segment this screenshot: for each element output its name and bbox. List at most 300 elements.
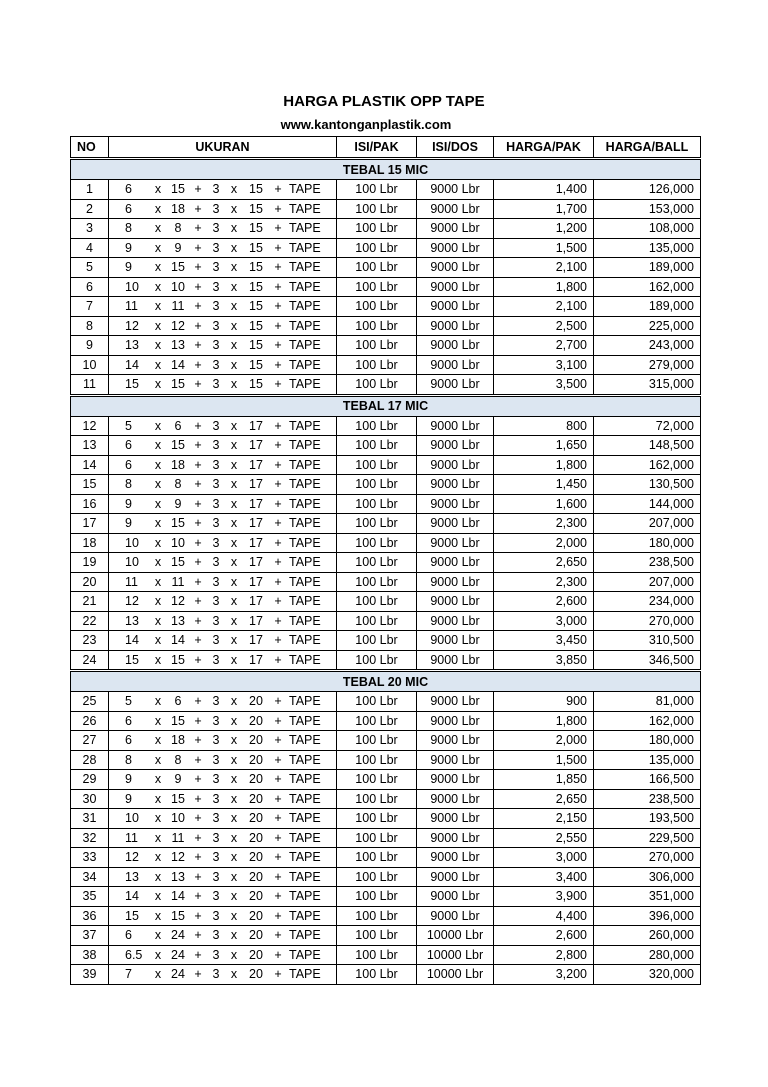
cell-no: 7 xyxy=(71,297,109,317)
cell-harga-pak: 2,150 xyxy=(494,809,594,829)
length-value: 11 xyxy=(171,299,185,314)
times-symbol: x xyxy=(230,633,238,648)
cell-no: 9 xyxy=(71,336,109,356)
cell-isi-dos: 10000 Lbr xyxy=(417,926,494,946)
cell-harga-pak: 1,500 xyxy=(494,238,594,258)
cell-ukuran xyxy=(109,926,337,946)
times-symbol: x xyxy=(230,438,238,453)
cell-no: 4 xyxy=(71,238,109,258)
cell-harga-ball: 280,000 xyxy=(594,945,701,965)
table-row xyxy=(71,436,701,456)
gusset-value: 3 xyxy=(212,791,220,806)
cell-isi-dos: 9000 Lbr xyxy=(417,219,494,239)
plus-symbol: + xyxy=(194,260,202,275)
cell-no: 8 xyxy=(71,316,109,336)
ukuran-formula xyxy=(109,926,336,944)
cell-isi-pak: 100 Lbr xyxy=(337,750,417,770)
plus-symbol: + xyxy=(194,574,202,589)
tape-label: TAPE xyxy=(289,772,321,787)
cell-harga-ball: 130,500 xyxy=(594,475,701,495)
depth-value: 15 xyxy=(249,201,263,216)
table-row xyxy=(71,416,701,436)
cell-ukuran xyxy=(109,770,337,790)
times-symbol: x xyxy=(230,357,238,372)
gusset-value: 3 xyxy=(212,967,220,982)
width-value: 9 xyxy=(125,240,132,255)
tape-label: TAPE xyxy=(289,221,321,236)
times-symbol: x xyxy=(154,496,162,511)
plus-symbol: + xyxy=(274,240,282,255)
tape-label: TAPE xyxy=(289,889,321,904)
width-value: 15 xyxy=(125,652,139,667)
gusset-value: 3 xyxy=(212,418,220,433)
cell-isi-pak: 100 Lbr xyxy=(337,455,417,475)
gusset-value: 3 xyxy=(212,438,220,453)
times-symbol: x xyxy=(230,535,238,550)
depth-value: 17 xyxy=(249,457,263,472)
times-symbol: x xyxy=(154,594,162,609)
plus-symbol: + xyxy=(194,201,202,216)
cell-harga-ball: 144,000 xyxy=(594,494,701,514)
cell-ukuran xyxy=(109,336,337,356)
tape-label: TAPE xyxy=(289,947,321,962)
ukuran-formula xyxy=(109,495,336,513)
cell-ukuran xyxy=(109,650,337,671)
cell-harga-pak: 3,000 xyxy=(494,611,594,631)
length-value: 15 xyxy=(171,555,185,570)
cell-isi-pak: 100 Lbr xyxy=(337,692,417,712)
tape-label: TAPE xyxy=(289,555,321,570)
depth-value: 17 xyxy=(249,633,263,648)
plus-symbol: + xyxy=(274,928,282,943)
depth-value: 15 xyxy=(249,221,263,236)
plus-symbol: + xyxy=(194,555,202,570)
times-symbol: x xyxy=(154,967,162,982)
cell-isi-dos: 10000 Lbr xyxy=(417,965,494,985)
cell-no: 14 xyxy=(71,455,109,475)
cell-isi-dos: 9000 Lbr xyxy=(417,199,494,219)
cell-harga-ball: 189,000 xyxy=(594,297,701,317)
ukuran-formula xyxy=(109,417,336,435)
cell-isi-dos: 9000 Lbr xyxy=(417,336,494,356)
cell-harga-ball: 260,000 xyxy=(594,926,701,946)
depth-value: 20 xyxy=(249,928,263,943)
tape-label: TAPE xyxy=(289,652,321,667)
gusset-value: 3 xyxy=(212,652,220,667)
times-symbol: x xyxy=(154,516,162,531)
cell-harga-ball: 225,000 xyxy=(594,316,701,336)
plus-symbol: + xyxy=(194,908,202,923)
depth-value: 20 xyxy=(249,772,263,787)
ukuran-formula xyxy=(109,258,336,276)
gusset-value: 3 xyxy=(212,182,220,197)
gusset-value: 3 xyxy=(212,477,220,492)
cell-harga-pak: 2,300 xyxy=(494,514,594,534)
table-row xyxy=(71,375,701,396)
times-symbol: x xyxy=(230,574,238,589)
width-value: 9 xyxy=(125,791,132,806)
cell-ukuran xyxy=(109,711,337,731)
section-header-row xyxy=(71,159,701,180)
tape-label: TAPE xyxy=(289,418,321,433)
cell-harga-pak: 1,650 xyxy=(494,436,594,456)
cell-harga-ball: 346,500 xyxy=(594,650,701,671)
depth-value: 15 xyxy=(249,279,263,294)
depth-value: 17 xyxy=(249,652,263,667)
length-value: 15 xyxy=(171,182,185,197)
cell-harga-pak: 2,600 xyxy=(494,592,594,612)
plus-symbol: + xyxy=(274,652,282,667)
tape-label: TAPE xyxy=(289,830,321,845)
width-value: 9 xyxy=(125,516,132,531)
times-symbol: x xyxy=(230,279,238,294)
plus-symbol: + xyxy=(194,594,202,609)
width-value: 6 xyxy=(125,182,132,197)
times-symbol: x xyxy=(230,182,238,197)
width-value: 9 xyxy=(125,496,132,511)
cell-ukuran xyxy=(109,731,337,751)
plus-symbol: + xyxy=(274,791,282,806)
times-symbol: x xyxy=(230,240,238,255)
header-isi-dos: ISI/DOS xyxy=(417,137,494,159)
cell-ukuran xyxy=(109,514,337,534)
depth-value: 20 xyxy=(249,830,263,845)
cell-isi-dos: 9000 Lbr xyxy=(417,238,494,258)
times-symbol: x xyxy=(154,299,162,314)
cell-ukuran xyxy=(109,297,337,317)
plus-symbol: + xyxy=(274,594,282,609)
length-value: 24 xyxy=(171,967,185,982)
ukuran-formula xyxy=(109,278,336,296)
ukuran-formula xyxy=(109,297,336,315)
table-header-row xyxy=(71,137,701,159)
tape-label: TAPE xyxy=(289,967,321,982)
plus-symbol: + xyxy=(194,357,202,372)
ukuran-formula xyxy=(109,534,336,552)
cell-isi-pak: 100 Lbr xyxy=(337,945,417,965)
cell-harga-pak: 2,100 xyxy=(494,258,594,278)
depth-value: 15 xyxy=(249,299,263,314)
plus-symbol: + xyxy=(274,694,282,709)
cell-isi-pak: 100 Lbr xyxy=(337,514,417,534)
cell-isi-pak: 100 Lbr xyxy=(337,828,417,848)
length-value: 8 xyxy=(174,752,182,767)
length-value: 15 xyxy=(171,652,185,667)
plus-symbol: + xyxy=(194,869,202,884)
plus-symbol: + xyxy=(274,357,282,372)
length-value: 15 xyxy=(171,908,185,923)
table-row xyxy=(71,906,701,926)
depth-value: 17 xyxy=(249,496,263,511)
cell-no: 3 xyxy=(71,219,109,239)
cell-harga-pak: 4,400 xyxy=(494,906,594,926)
cell-harga-ball: 189,000 xyxy=(594,258,701,278)
times-symbol: x xyxy=(154,694,162,709)
times-symbol: x xyxy=(230,908,238,923)
gusset-value: 3 xyxy=(212,772,220,787)
ukuran-formula xyxy=(109,456,336,474)
cell-isi-pak: 100 Lbr xyxy=(337,355,417,375)
times-symbol: x xyxy=(230,652,238,667)
gusset-value: 3 xyxy=(212,457,220,472)
length-value: 9 xyxy=(174,772,182,787)
table-row xyxy=(71,336,701,356)
plus-symbol: + xyxy=(194,279,202,294)
length-value: 11 xyxy=(171,574,185,589)
plus-symbol: + xyxy=(194,947,202,962)
length-value: 13 xyxy=(171,869,185,884)
cell-isi-pak: 100 Lbr xyxy=(337,297,417,317)
cell-harga-pak: 3,450 xyxy=(494,631,594,651)
gusset-value: 3 xyxy=(212,613,220,628)
cell-no: 15 xyxy=(71,475,109,495)
table-row xyxy=(71,809,701,829)
cell-harga-ball: 234,000 xyxy=(594,592,701,612)
length-value: 15 xyxy=(171,713,185,728)
depth-value: 20 xyxy=(249,811,263,826)
depth-value: 20 xyxy=(249,752,263,767)
cell-harga-ball: 238,500 xyxy=(594,553,701,573)
plus-symbol: + xyxy=(274,418,282,433)
table-row xyxy=(71,945,701,965)
plus-symbol: + xyxy=(274,182,282,197)
cell-isi-dos: 9000 Lbr xyxy=(417,631,494,651)
cell-harga-pak: 2,650 xyxy=(494,553,594,573)
cell-isi-pak: 100 Lbr xyxy=(337,711,417,731)
plus-symbol: + xyxy=(194,850,202,865)
cell-harga-ball: 108,000 xyxy=(594,219,701,239)
length-value: 14 xyxy=(171,357,185,372)
ukuran-formula xyxy=(109,965,336,983)
table-row xyxy=(71,199,701,219)
gusset-value: 3 xyxy=(212,869,220,884)
cell-harga-pak: 1,500 xyxy=(494,750,594,770)
table-row xyxy=(71,750,701,770)
header-ukuran: UKURAN xyxy=(109,137,337,159)
depth-value: 15 xyxy=(249,260,263,275)
header-harga-pak: HARGA/PAK xyxy=(494,137,594,159)
gusset-value: 3 xyxy=(212,694,220,709)
width-value: 10 xyxy=(125,555,139,570)
plus-symbol: + xyxy=(274,947,282,962)
cell-isi-dos: 9000 Lbr xyxy=(417,572,494,592)
ukuran-formula xyxy=(109,790,336,808)
plus-symbol: + xyxy=(194,299,202,314)
plus-symbol: + xyxy=(274,850,282,865)
cell-ukuran xyxy=(109,553,337,573)
times-symbol: x xyxy=(154,338,162,353)
ukuran-formula xyxy=(109,612,336,630)
cell-isi-pak: 100 Lbr xyxy=(337,809,417,829)
cell-isi-dos: 9000 Lbr xyxy=(417,316,494,336)
cell-isi-dos: 9000 Lbr xyxy=(417,650,494,671)
cell-isi-dos: 9000 Lbr xyxy=(417,692,494,712)
cell-harga-pak: 3,850 xyxy=(494,650,594,671)
table-row xyxy=(71,238,701,258)
gusset-value: 3 xyxy=(212,299,220,314)
ukuran-formula xyxy=(109,868,336,886)
table-row xyxy=(71,455,701,475)
plus-symbol: + xyxy=(194,811,202,826)
cell-isi-pak: 100 Lbr xyxy=(337,906,417,926)
width-value: 14 xyxy=(125,889,139,904)
length-value: 15 xyxy=(171,260,185,275)
length-value: 10 xyxy=(171,811,185,826)
cell-harga-pak: 1,800 xyxy=(494,711,594,731)
cell-isi-dos: 9000 Lbr xyxy=(417,375,494,396)
plus-symbol: + xyxy=(274,811,282,826)
cell-harga-ball: 153,000 xyxy=(594,199,701,219)
cell-isi-dos: 9000 Lbr xyxy=(417,297,494,317)
gusset-value: 3 xyxy=(212,516,220,531)
cell-no: 5 xyxy=(71,258,109,278)
table-row xyxy=(71,789,701,809)
ukuran-formula xyxy=(109,573,336,591)
cell-isi-pak: 100 Lbr xyxy=(337,219,417,239)
cell-harga-pak: 3,000 xyxy=(494,848,594,868)
times-symbol: x xyxy=(230,947,238,962)
cell-no: 38 xyxy=(71,945,109,965)
gusset-value: 3 xyxy=(212,377,220,392)
times-symbol: x xyxy=(154,850,162,865)
times-symbol: x xyxy=(154,613,162,628)
table-row xyxy=(71,965,701,985)
website-url: www.kantonganplastik.com xyxy=(280,117,452,132)
gusset-value: 3 xyxy=(212,318,220,333)
length-value: 9 xyxy=(174,496,182,511)
length-value: 18 xyxy=(171,457,185,472)
cell-isi-pak: 100 Lbr xyxy=(337,277,417,297)
cell-isi-pak: 100 Lbr xyxy=(337,572,417,592)
cell-ukuran xyxy=(109,611,337,631)
gusset-value: 3 xyxy=(212,555,220,570)
cell-harga-pak: 2,650 xyxy=(494,789,594,809)
cell-harga-ball: 166,500 xyxy=(594,770,701,790)
cell-no: 25 xyxy=(71,692,109,712)
table-row xyxy=(71,533,701,553)
plus-symbol: + xyxy=(194,418,202,433)
times-symbol: x xyxy=(230,811,238,826)
section-label: TEBAL 17 MIC xyxy=(71,395,701,416)
cell-isi-pak: 100 Lbr xyxy=(337,533,417,553)
depth-value: 17 xyxy=(249,535,263,550)
width-value: 9 xyxy=(125,772,132,787)
width-value: 13 xyxy=(125,613,139,628)
length-value: 6 xyxy=(174,694,182,709)
cell-isi-dos: 9000 Lbr xyxy=(417,711,494,731)
depth-value: 20 xyxy=(249,908,263,923)
cell-ukuran xyxy=(109,750,337,770)
cell-ukuran xyxy=(109,416,337,436)
cell-isi-dos: 9000 Lbr xyxy=(417,258,494,278)
length-value: 13 xyxy=(171,338,185,353)
plus-symbol: + xyxy=(194,772,202,787)
plus-symbol: + xyxy=(274,889,282,904)
cell-harga-ball: 315,000 xyxy=(594,375,701,396)
cell-isi-pak: 100 Lbr xyxy=(337,770,417,790)
times-symbol: x xyxy=(154,555,162,570)
cell-no: 20 xyxy=(71,572,109,592)
times-symbol: x xyxy=(154,869,162,884)
cell-ukuran xyxy=(109,475,337,495)
cell-ukuran xyxy=(109,592,337,612)
width-value: 12 xyxy=(125,318,139,333)
cell-no: 22 xyxy=(71,611,109,631)
cell-harga-pak: 1,850 xyxy=(494,770,594,790)
cell-harga-pak: 1,450 xyxy=(494,475,594,495)
cell-no: 13 xyxy=(71,436,109,456)
plus-symbol: + xyxy=(274,535,282,550)
times-symbol: x xyxy=(154,733,162,748)
plus-symbol: + xyxy=(274,967,282,982)
gusset-value: 3 xyxy=(212,928,220,943)
gusset-value: 3 xyxy=(212,574,220,589)
length-value: 15 xyxy=(171,791,185,806)
times-symbol: x xyxy=(230,772,238,787)
cell-ukuran xyxy=(109,436,337,456)
times-symbol: x xyxy=(154,201,162,216)
times-symbol: x xyxy=(230,318,238,333)
depth-value: 17 xyxy=(249,418,263,433)
plus-symbol: + xyxy=(194,377,202,392)
table-row xyxy=(71,828,701,848)
tape-label: TAPE xyxy=(289,633,321,648)
gusset-value: 3 xyxy=(212,830,220,845)
plus-symbol: + xyxy=(274,477,282,492)
cell-isi-dos: 9000 Lbr xyxy=(417,848,494,868)
ukuran-formula xyxy=(109,336,336,354)
times-symbol: x xyxy=(230,928,238,943)
times-symbol: x xyxy=(154,279,162,294)
times-symbol: x xyxy=(230,791,238,806)
cell-isi-pak: 100 Lbr xyxy=(337,887,417,907)
cell-no: 30 xyxy=(71,789,109,809)
gusset-value: 3 xyxy=(212,713,220,728)
times-symbol: x xyxy=(230,694,238,709)
length-value: 13 xyxy=(171,613,185,628)
header-isi-pak: ISI/PAK xyxy=(337,137,417,159)
cell-isi-pak: 100 Lbr xyxy=(337,258,417,278)
gusset-value: 3 xyxy=(212,201,220,216)
length-value: 14 xyxy=(171,633,185,648)
depth-value: 15 xyxy=(249,240,263,255)
table-row xyxy=(71,553,701,573)
times-symbol: x xyxy=(154,574,162,589)
length-value: 15 xyxy=(171,377,185,392)
cell-isi-pak: 100 Lbr xyxy=(337,731,417,751)
times-symbol: x xyxy=(154,713,162,728)
tape-label: TAPE xyxy=(289,733,321,748)
times-symbol: x xyxy=(154,318,162,333)
tape-label: TAPE xyxy=(289,279,321,294)
section-label: TEBAL 15 MIC xyxy=(71,159,701,180)
cell-isi-dos: 9000 Lbr xyxy=(417,611,494,631)
table-row xyxy=(71,514,701,534)
depth-value: 20 xyxy=(249,889,263,904)
cell-harga-pak: 2,550 xyxy=(494,828,594,848)
gusset-value: 3 xyxy=(212,357,220,372)
cell-ukuran xyxy=(109,494,337,514)
cell-no: 17 xyxy=(71,514,109,534)
header-harga-ball: HARGA/BALL xyxy=(594,137,701,159)
cell-ukuran xyxy=(109,965,337,985)
width-value: 7 xyxy=(125,967,132,982)
cell-ukuran xyxy=(109,848,337,868)
cell-isi-dos: 9000 Lbr xyxy=(417,533,494,553)
table-row xyxy=(71,475,701,495)
cell-isi-pak: 100 Lbr xyxy=(337,180,417,200)
tape-label: TAPE xyxy=(289,496,321,511)
